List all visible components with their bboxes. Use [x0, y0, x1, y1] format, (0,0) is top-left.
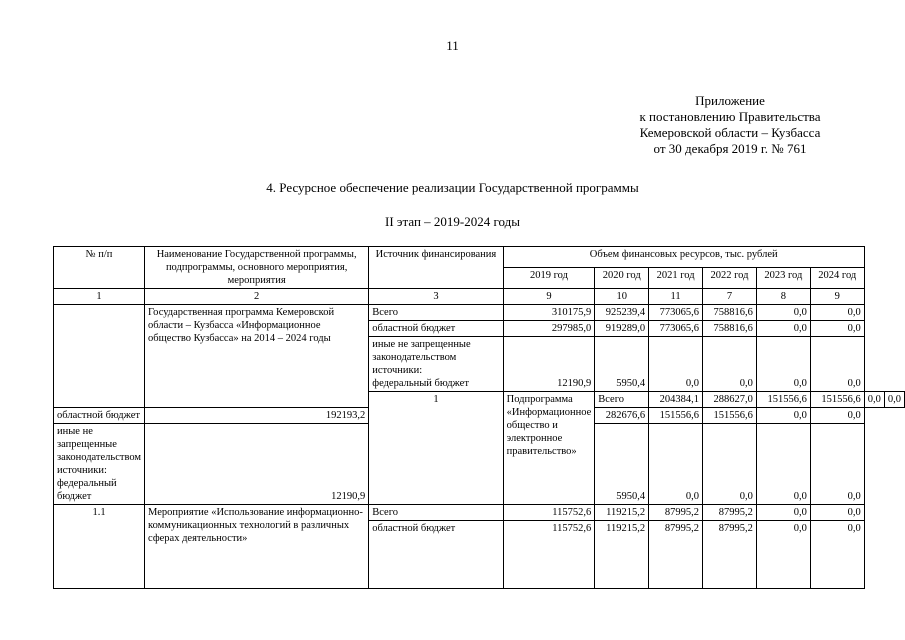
appendix-header	[560, 93, 900, 157]
index-cell: 7	[703, 289, 757, 305]
row-number: 1.1	[54, 505, 145, 589]
value-cell: 151556,6	[649, 408, 703, 424]
value-cell: 297985,0	[503, 321, 595, 337]
value-cell: 87995,2	[649, 505, 703, 521]
value-cell: 151556,6	[810, 392, 864, 408]
value-cell: 919289,0	[595, 321, 649, 337]
value-cell: 204384,1	[649, 392, 703, 408]
value-cell: 310175,9	[503, 305, 595, 321]
row-name: Подпрограмма «Информационное общество и электронное правительство»	[503, 392, 595, 505]
value-cell: 0,0	[810, 305, 864, 321]
source-text: иные не запрещенные законодательством источники:	[372, 339, 471, 376]
value-cell: 288627,0	[703, 392, 757, 408]
source-text: федеральный бюджет	[57, 478, 117, 502]
header-volume: Объем финансовых ресурсов, тыс. рублей	[503, 247, 864, 268]
value-cell: 0,0	[810, 321, 864, 337]
page-number: 11	[446, 38, 459, 53]
value-cell: 12190,9	[503, 337, 595, 392]
header-year: 2023 год	[756, 268, 810, 289]
index-cell: 8	[756, 289, 810, 305]
value-cell: 5950,4	[595, 424, 649, 505]
value-cell: 0,0	[810, 408, 864, 424]
source-cell-multiline	[369, 337, 503, 392]
index-cell: 9	[810, 289, 864, 305]
value-cell: 119215,2	[595, 521, 649, 589]
stage-title: II этап – 2019-2024 годы	[385, 214, 520, 229]
value-cell: 12190,9	[145, 424, 369, 505]
table-row	[54, 505, 905, 521]
value-cell: 282676,6	[595, 408, 649, 424]
header-name: Наименование Государственной программы, подпрограммы, основного мероприятия, мероприятия	[145, 247, 369, 289]
value-cell: 925239,4	[595, 305, 649, 321]
index-cell: 3	[369, 289, 503, 305]
header-year: 2019 год	[503, 268, 595, 289]
value-cell: 0,0	[884, 392, 904, 408]
value-cell: 0,0	[756, 505, 810, 521]
value-cell: 151556,6	[756, 392, 810, 408]
source-text: иные не запрещенные законодательством источники:	[57, 426, 142, 476]
value-cell: 773065,6	[649, 321, 703, 337]
header-year: 2022 год	[703, 268, 757, 289]
value-cell: 87995,2	[703, 505, 757, 521]
source-cell: Всего	[595, 392, 649, 408]
value-cell: 115752,6	[503, 505, 595, 521]
value-cell: 87995,2	[649, 521, 703, 589]
value-cell: 115752,6	[503, 521, 595, 589]
index-cell: 10	[595, 289, 649, 305]
value-cell: 0,0	[756, 408, 810, 424]
index-cell: 1	[54, 289, 145, 305]
value-cell: 0,0	[649, 337, 703, 392]
value-cell: 0,0	[703, 424, 757, 505]
appendix-line: Кемеровской области – Кузбасса	[639, 125, 821, 140]
source-cell: Всего	[369, 305, 503, 321]
value-cell: 773065,6	[649, 305, 703, 321]
row-number: 1	[369, 392, 503, 505]
value-cell: 192193,2	[145, 408, 369, 424]
value-cell: 0,0	[810, 424, 864, 505]
row-name: Мероприятие «Использование информационно-коммуникационных технологий в различных сферах деятельности»	[145, 505, 369, 589]
header-year: 2020 год	[595, 268, 649, 289]
value-cell: 0,0	[756, 424, 810, 505]
table-row	[54, 305, 905, 321]
section-title: 4. Ресурсное обеспечение реализации Государственной программы	[266, 180, 639, 195]
row-number	[54, 305, 145, 408]
appendix-line: Приложение	[695, 93, 765, 108]
index-cell: 9	[503, 289, 595, 305]
value-cell: 0,0	[703, 337, 757, 392]
header-year: 2021 год	[649, 268, 703, 289]
value-cell: 0,0	[810, 505, 864, 521]
value-cell: 0,0	[810, 337, 864, 392]
header-source: Источник финансирования	[369, 247, 503, 289]
source-cell: областной бюджет	[369, 321, 503, 337]
value-cell: 87995,2	[703, 521, 757, 589]
header-year: 2024 год	[810, 268, 864, 289]
value-cell: 0,0	[756, 521, 810, 589]
appendix-line: от 30 декабря 2019 г. № 761	[653, 141, 807, 156]
row-name: Государственная программа Кемеровской области – Кузбасса «Информационное общество Кузбасса» на 2014 – 2024 годы	[145, 305, 369, 408]
source-cell: областной бюджет	[54, 408, 145, 424]
index-cell: 11	[649, 289, 703, 305]
source-cell: областной бюджет	[369, 521, 503, 589]
value-cell: 151556,6	[703, 408, 757, 424]
value-cell: 5950,4	[595, 337, 649, 392]
value-cell: 0,0	[864, 392, 884, 408]
index-cell: 2	[145, 289, 369, 305]
value-cell: 0,0	[649, 424, 703, 505]
value-cell: 0,0	[756, 321, 810, 337]
index-row	[54, 289, 905, 305]
header-no: № п/п	[54, 247, 145, 289]
value-cell: 758816,6	[703, 305, 757, 321]
value-cell: 0,0	[756, 305, 810, 321]
value-cell: 0,0	[756, 337, 810, 392]
source-cell: Всего	[369, 505, 503, 521]
value-cell: 0,0	[810, 521, 864, 589]
appendix-line: к постановлению Правительства	[639, 109, 821, 124]
header-row	[54, 247, 905, 268]
resources-table	[53, 246, 905, 589]
source-cell-multiline	[54, 424, 145, 505]
source-text: федеральный бюджет	[372, 378, 469, 389]
value-cell: 758816,6	[703, 321, 757, 337]
value-cell: 119215,2	[595, 505, 649, 521]
